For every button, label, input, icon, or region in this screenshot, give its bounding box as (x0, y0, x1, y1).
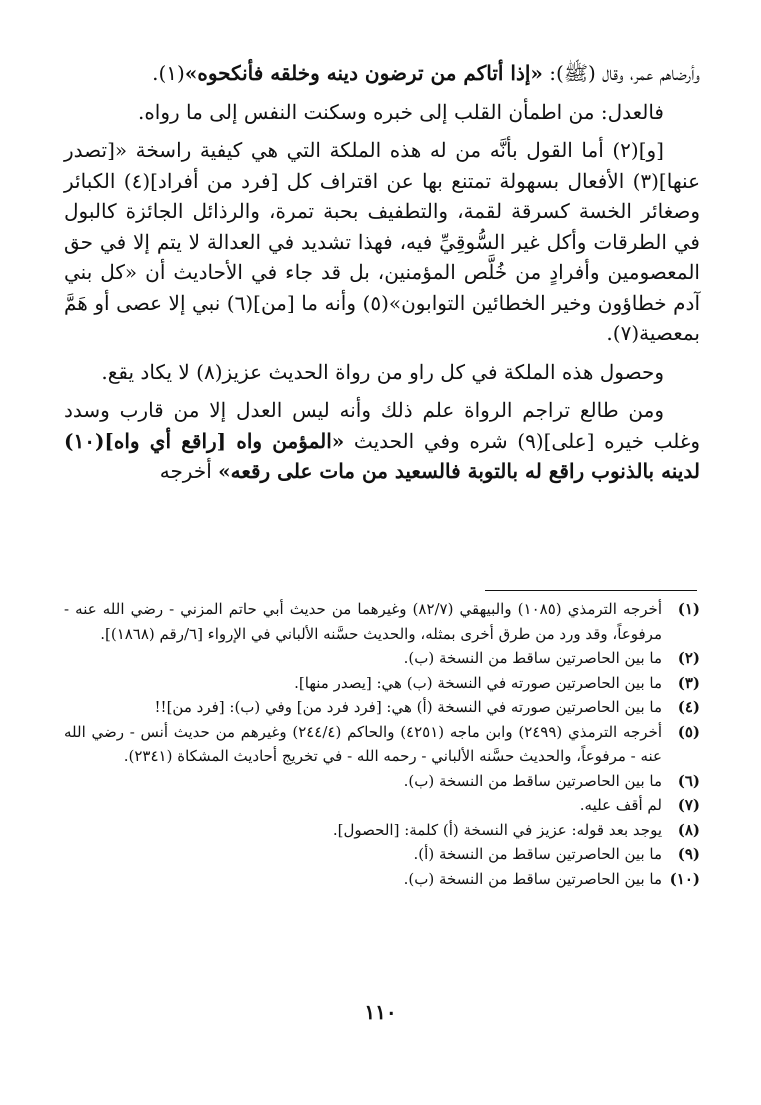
footnote-number: (١٠) (669, 869, 700, 888)
footnote-separator (485, 590, 697, 591)
footnote (64, 720, 700, 769)
page-number: ١١٠ (364, 1000, 397, 1024)
p5-text-end: أخرجه (159, 459, 219, 483)
p5-hadith-quote: «المؤمن واه [راقع أي واه](١٠) لدينه بالذنوب راقع له بالتوبة فالسعيد من مات على رقعه» (64, 428, 700, 483)
footnote (64, 646, 700, 671)
footnote-text: ما بين الحاصرتين ساقط من النسخة (ب). (403, 869, 662, 888)
footnote-text: لم أقف عليه. (579, 796, 662, 814)
p3-text: [و](٢) أما القول بأنَّه من له هذه الملكة التي هي كيفية راسخة «[تصدر عنها](٣) الأفعال بسهولة تمتنع بها عن اقتراف كل [فرد من أفراد](٤) الكبائر وصغائر الخسة كسرقة لقمة، والتطفيف بحبة تمرة، والرذائل الجائزة كالبول في الطرقات وأكل غير السُّوقِيِّ فيه، فهذا تشديد في العدالة لا يتم إلا في حق المعصومين وأفرادٍ من خُلَّص المؤمنين، بل قد جاء في الأحاديث أن «كل بني آدم خطاؤون وخير الخطائين التوابون»(٥) وأنه ما [من](٦) نبي إلا عصى أو هَمَّ بمعصية(٧). (64, 138, 701, 345)
footnote-number: (٨) (677, 820, 700, 839)
p4-text: وحصول هذه الملكة في كل راو من رواة الحديث عزيز(٨) لا يكاد يقع. (101, 359, 664, 384)
footnote-text: يوجد بعد قوله: عزيز في النسخة (أ) كلمة: [الحصول]. (332, 820, 662, 839)
footnote-text: ما بين الحاصرتين صورته في النسخة (ب) هي: [يصدر منها]. (294, 673, 662, 692)
footnote (64, 695, 700, 720)
p1-text: وأرضاهم عمر، وقال (ﷺ): (542, 61, 700, 85)
footnote-text: ما بين الحاصرتين صورته في النسخة (أ) هي: [فرد فرد من] وفي (ب): [فرد من]!! (154, 698, 662, 716)
footnote (64, 842, 700, 867)
footnote (64, 867, 700, 892)
footnotes (64, 597, 700, 891)
footnote (64, 671, 700, 696)
paragraph-2 (64, 97, 700, 128)
footnote-number: (٤) (677, 698, 700, 716)
p1-footnote-ref: (١). (152, 61, 185, 85)
footnote (64, 818, 700, 843)
footnote-number: (٦) (677, 771, 700, 790)
footnote-text: أخرجه الترمذي (٢٤٩٩) وابن ماجه (٤٢٥١) والحاكم (٢٤٤/٤) وغيرهم من حديث أنس - رضي الله عنه - مرفوعاً، والحديث حسَّنه الألباني - رحمه الله - في تخريج أحاديث المشكاة (٢٣٤١). (64, 722, 663, 765)
footnote-number: (٩) (677, 845, 700, 863)
footnote-number: (١) (677, 600, 700, 618)
footnote (64, 793, 700, 818)
footnote-number: (٣) (677, 673, 700, 692)
footnote-text: أخرجه الترمذي (١٠٨٥) والبيهقي (٨٢/٧) وغيرهما من حديث أبي حاتم المزني - رضي الله عنه - مرفوعاً، وقد ورد من طرق أخرى بمثله، والحديث حسَّنه الألباني في الإرواء [٦/رقم (١٨٦٨)]. (64, 600, 662, 643)
footnote (64, 769, 700, 794)
footnote-number: (٢) (677, 649, 700, 667)
footnote (64, 597, 700, 646)
footnote-text: ما بين الحاصرتين ساقط من النسخة (ب). (403, 771, 662, 790)
paragraph-1 (64, 58, 700, 89)
footnote-number: (٥) (677, 722, 700, 741)
paragraph-5 (64, 395, 700, 487)
paragraph-4 (64, 357, 700, 388)
p1-hadith-quote: «إذا أتاكم من ترضون دينه وخلقه فأنكحوه» (184, 61, 543, 85)
footnote-text: ما بين الحاصرتين ساقط من النسخة (ب). (403, 649, 662, 667)
p2-text: فالعدل: من اطمأن القلب إلى خبره وسكنت النفس إلى ما رواه. (137, 99, 664, 124)
main-text (64, 58, 700, 495)
paragraph-3 (64, 135, 700, 349)
footnote-number: (٧) (677, 796, 700, 814)
p5-text: ومن طالع تراجم الرواة علم ذلك وأنه ليس العدل إلا من قارب وسدد وغلب خيره [على](٩) شره وفي الحديث (64, 398, 700, 453)
footnote-text: ما بين الحاصرتين ساقط من النسخة (أ). (413, 845, 662, 863)
